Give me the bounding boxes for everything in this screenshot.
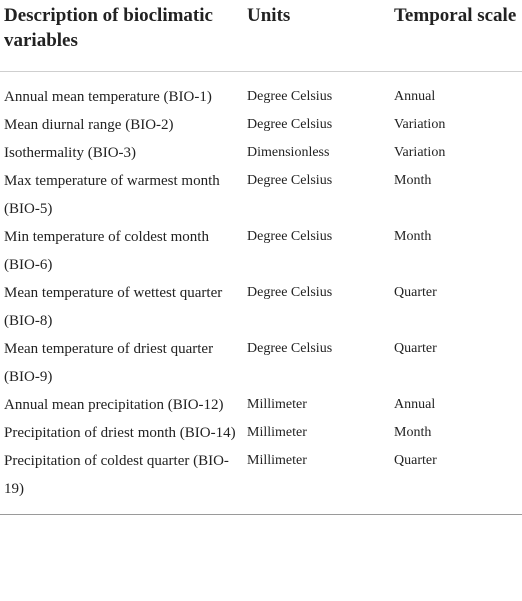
header-row xyxy=(0,0,522,72)
table-row xyxy=(0,447,522,515)
cell-temporal-scale: Annual xyxy=(394,89,436,104)
cell-units: Degree Celsius xyxy=(247,285,333,300)
cell-temporal-scale: Quarter xyxy=(394,285,437,300)
cell-description: Annual mean precipitation (BIO-12) xyxy=(4,397,224,413)
cell-temporal-scale: Annual xyxy=(394,397,436,412)
cell-description: Precipitation of coldest quarter (BIO-19) xyxy=(0,447,243,515)
table-body xyxy=(0,72,522,515)
table-row xyxy=(0,167,522,223)
header-temporal-scale: Temporal scale xyxy=(390,0,522,72)
cell-description: Mean temperature of driest quarter (BIO-9) xyxy=(4,341,214,385)
cell-temporal-scale: Month xyxy=(394,425,432,440)
header-units: Units xyxy=(243,0,390,72)
table-row xyxy=(0,223,522,279)
table-row xyxy=(0,139,522,167)
cell-units: Degree Celsius xyxy=(247,117,333,132)
cell-units: Degree Celsius xyxy=(247,89,333,104)
cell-temporal-scale: Quarter xyxy=(390,447,522,515)
cell-units: Degree Celsius xyxy=(247,173,333,188)
cell-description: Min temperature of coldest month (BIO-6) xyxy=(4,229,209,273)
cell-temporal-scale: Month xyxy=(394,229,432,244)
cell-temporal-scale: Variation xyxy=(394,145,446,160)
cell-description: Max temperature of warmest month (BIO-5) xyxy=(4,173,220,217)
table-row xyxy=(0,111,522,139)
table-row xyxy=(0,391,522,419)
table-row xyxy=(0,279,522,335)
cell-units: Millimeter xyxy=(243,447,390,515)
cell-units: Degree Celsius xyxy=(247,341,333,356)
cell-description: Precipitation of driest month (BIO-14) xyxy=(4,425,236,441)
cell-description: Mean diurnal range (BIO-2) xyxy=(4,117,174,133)
header-description: Description of bioclimatic variables xyxy=(0,0,243,72)
table-row xyxy=(0,419,522,447)
cell-description: Mean temperature of wettest quarter (BIO-8) xyxy=(4,285,223,329)
table-row xyxy=(0,72,522,112)
cell-temporal-scale: Month xyxy=(394,173,432,188)
table-row xyxy=(0,335,522,391)
cell-temporal-scale: Variation xyxy=(394,117,446,132)
cell-units: Millimeter xyxy=(247,425,307,440)
cell-description: Annual mean temperature (BIO-1) xyxy=(4,89,212,105)
cell-units: Dimensionless xyxy=(247,145,330,160)
table-header xyxy=(0,0,522,72)
cell-temporal-scale: Quarter xyxy=(394,341,437,356)
cell-units: Degree Celsius xyxy=(247,229,333,244)
cell-units: Millimeter xyxy=(247,397,307,412)
cell-description: Isothermality (BIO-3) xyxy=(4,145,137,161)
